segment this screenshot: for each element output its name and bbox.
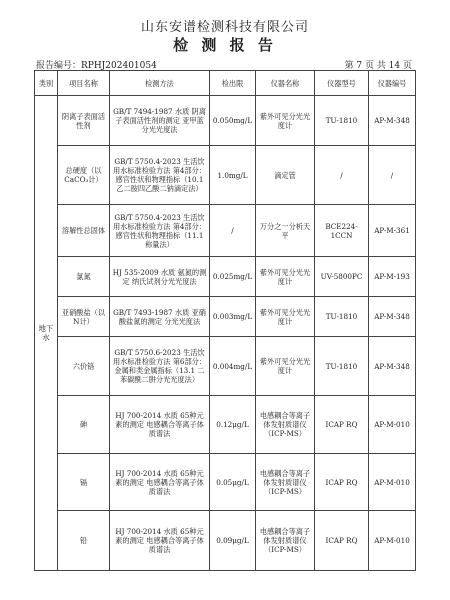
column-header: 项目名称 [58,71,110,96]
method-cell: GB/T 7493-1987 水质 亚硝酸盐氮的测定 分光光度法 [110,297,210,337]
method-cell: HJ 700-2014 水质 65种元素的测定 电感耦合等离子体质谱法 [110,396,210,454]
code-cell: AP-M-348 [369,96,416,146]
limit-cell: 0.05μg/L [210,454,256,511]
model-cell: ICAP RQ [315,511,369,571]
item-cell: 总硬度（以CaCO₃计） [58,146,110,205]
instrument-cell: 滴定管 [256,146,315,205]
model-cell: ICAP RQ [315,454,369,511]
table-row [35,511,416,571]
instrument-cell: 紫外可见分光光度计 [256,257,315,297]
method-cell: GB/T 5750.4-2023 生活饮用水标准检验方法 第4部分：感官性状和物理指标（10.1 乙二胺四乙酸二钠滴定法） [110,146,210,205]
code-cell: / [369,146,416,205]
model-cell: TU-1810 [315,96,369,146]
category-cell: 地下水 [35,96,58,571]
limit-cell: 1.0mg/L [210,146,256,205]
method-cell: GB/T 5750.4-2023 生活饮用水标准检验方法 第4部分：感官性状和物理指标（11.1 称量法） [110,205,210,257]
report-title: 检 测 报 告 [173,36,277,54]
table-header-row [35,71,416,96]
instrument-cell: 紫外可见分光光度计 [256,337,315,396]
instrument-cell: 电感耦合等离子体发射质谱仪（ICP-MS） [256,511,315,571]
item-cell: 氯氮 [58,257,110,297]
instrument-cell: 电感耦合等离子体发射质谱仪（ICP-MS） [256,396,315,454]
model-cell: ICAP RQ [315,396,369,454]
code-cell: AP-M-361 [369,205,416,257]
column-header: 类别 [35,71,58,96]
item-cell: 铅 [58,511,110,571]
test-methods-table [34,70,416,571]
column-header: 检测方法 [110,71,210,96]
limit-cell: / [210,205,256,257]
limit-cell: 0.003mg/L [210,297,256,337]
model-cell: BCE224-1CCN [315,205,369,257]
instrument-cell: 电感耦合等离子体发射质谱仪（ICP-MS） [256,454,315,511]
limit-cell: 0.050mg/L [210,96,256,146]
model-cell: TU-1810 [315,337,369,396]
item-cell: 溶解性总固体 [58,205,110,257]
method-cell: GB/T 5750.6-2023 生活饮用水标准检验方法 第6部分：金属和类金属指标（13.1 二苯碳酰二肼分光光度法） [110,337,210,396]
item-cell: 亚硝酸盐（以N计） [58,297,110,337]
table-row [35,297,416,337]
code-cell: AP-M-348 [369,297,416,337]
table-row [35,337,416,396]
table-row [35,146,416,205]
company-name: 山东安谱检测科技有限公司 [140,20,309,35]
method-cell: HJ 700-2014 水质 65种元素的测定 电感耦合等离子体质谱法 [110,511,210,571]
column-header: 仪器编号 [369,71,416,96]
item-cell: 阴离子表面活性剂 [58,96,110,146]
item-cell: 镉 [58,454,110,511]
method-cell: HJ 700-2014 水质 65种元素的测定 电感耦合等离子体质谱法 [110,454,210,511]
item-cell: 六价铬 [58,337,110,396]
table-row [35,205,416,257]
column-header: 检出限 [210,71,256,96]
method-cell: HJ 535-2009 水质 氨氮的测定 纳氏试剂分光光度法 [110,257,210,297]
method-cell: GB/T 7494-1987 水质 阴离子表面活性剂的测定 亚甲蓝分光光度法 [110,96,210,146]
code-cell: AP-M-010 [369,396,416,454]
model-cell: TU-1810 [315,297,369,337]
table-row [35,96,416,146]
instrument-cell: 紫外可见分光光度计 [256,297,315,337]
model-cell: / [315,146,369,205]
limit-cell: 0.09μg/L [210,511,256,571]
instrument-cell: 紫外可见分光光度计 [256,96,315,146]
code-cell: AP-M-193 [369,257,416,297]
model-cell: UV-5800PC [315,257,369,297]
table-row [35,454,416,511]
table-row [35,257,416,297]
item-cell: 砷 [58,396,110,454]
table-row [35,396,416,454]
report-number: 报告编号：RPHJ202401054 [36,61,157,71]
code-cell: AP-M-010 [369,454,416,511]
limit-cell: 0.025mg/L [210,257,256,297]
code-cell: AP-M-010 [369,511,416,571]
page-number: 第 7 页 共 14 页 [344,61,412,71]
limit-cell: 0.004mg/L [210,337,256,396]
column-header: 仪器名称 [256,71,315,96]
column-header: 仪器型号 [315,71,369,96]
instrument-cell: 万分之一分析天平 [256,205,315,257]
code-cell: AP-M-348 [369,337,416,396]
limit-cell: 0.12μg/L [210,396,256,454]
